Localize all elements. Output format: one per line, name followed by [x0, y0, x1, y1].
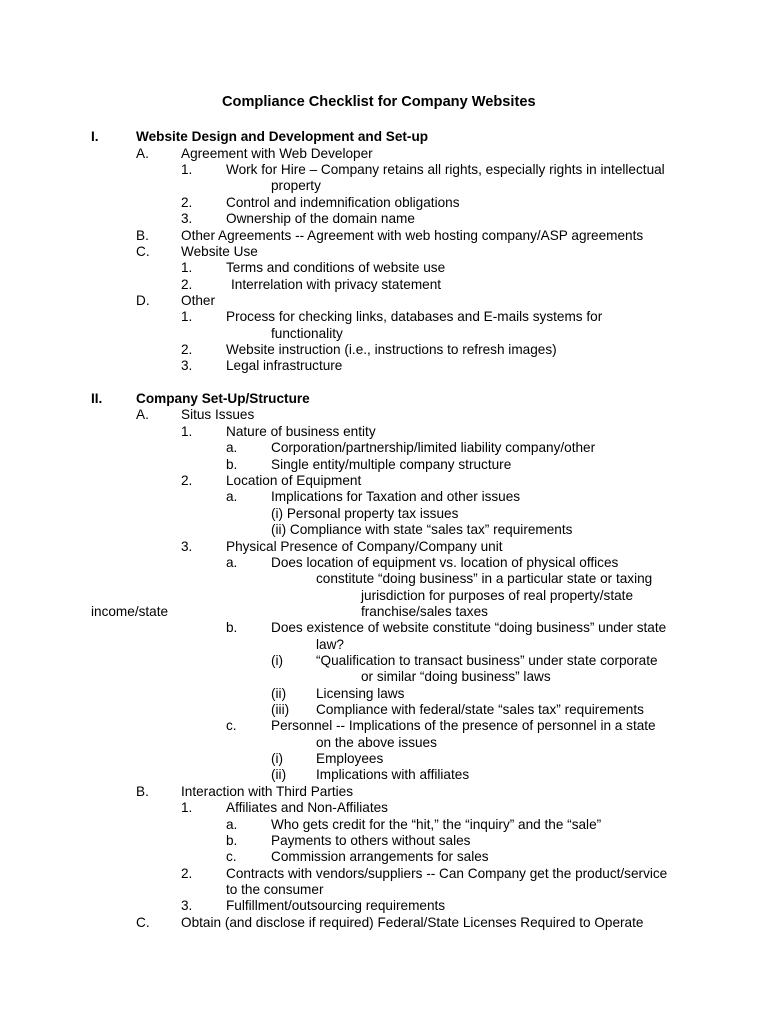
outline-letter: a. — [226, 440, 238, 455]
outline-number: 2. — [181, 277, 193, 292]
outline-number: 2. — [181, 866, 193, 881]
outline-letter: A. — [136, 146, 149, 161]
outline-text: Obtain (and disclose if required) Federal/State Licenses Required to Operate — [181, 915, 644, 930]
outline-text: Location of Equipment — [226, 473, 362, 488]
outline-text: Work for Hire – Company retains all rights, especially rights in intellectual — [226, 162, 665, 177]
outline-text: Contracts with vendors/suppliers -- Can Company get the product/service — [226, 866, 668, 881]
outline-text: Affiliates and Non-Affiliates — [226, 800, 388, 815]
outline-letter: C. — [136, 244, 150, 259]
outline-text: Situs Issues — [181, 407, 255, 422]
outline-text: Employees — [316, 751, 384, 766]
outline-letter: c. — [226, 849, 237, 864]
outline-letter: C. — [136, 915, 150, 930]
outline-number: 3. — [181, 898, 193, 913]
outline-text: Website Use — [181, 244, 258, 259]
outline-letter: a. — [226, 555, 238, 570]
outline-letter: a. — [226, 817, 238, 832]
outline-text: Who gets credit for the “hit,” the “inquiry” and the “sale” — [271, 817, 602, 832]
outline-text: Control and indemnification obligations — [226, 195, 460, 210]
outline-text: Agreement with Web Developer — [181, 146, 373, 161]
outline-text-continued: constitute “doing business” in a particular state or taxing — [316, 571, 653, 586]
outline-text-continued: or similar “doing business” laws — [361, 669, 551, 684]
outline-text: Does existence of website constitute “doing business” under state — [271, 620, 667, 635]
outline-text: Implications for Taxation and other issues — [271, 489, 521, 504]
outline-text: Nature of business entity — [226, 424, 376, 439]
outline-text: Terms and conditions of website use — [226, 260, 446, 275]
outline-number: 3. — [181, 539, 193, 554]
outline-letter: c. — [226, 718, 237, 733]
outline-number: 3. — [181, 211, 193, 226]
outline-letter: B. — [136, 228, 149, 243]
outline-text: Interrelation with privacy statement — [231, 277, 442, 292]
outline-number: 2. — [181, 473, 193, 488]
outline-text: Other — [181, 293, 215, 308]
outline-text-continued: franchise/sales taxes — [361, 604, 488, 619]
outline-text: Personnel -- Implications of the presence of personnel in a state — [271, 718, 656, 733]
outline-letter: A. — [136, 407, 149, 422]
outline-letter: B. — [136, 784, 149, 799]
outline-number: 1. — [181, 424, 193, 439]
outline-text-continued: law? — [316, 637, 344, 652]
outline-letter: b. — [226, 620, 238, 635]
outline-number: 1. — [181, 162, 193, 177]
outline-text: Physical Presence of Company/Company unit — [226, 539, 503, 554]
outline-roman: (i) — [271, 653, 284, 668]
outline-text: Website instruction (i.e., instructions to refresh images) — [226, 342, 557, 357]
section-1-number: I. — [91, 129, 99, 144]
outline-number: 1. — [181, 309, 193, 324]
outline-text: Payments to others without sales — [271, 833, 471, 848]
outline-text: Ownership of the domain name — [226, 211, 415, 226]
outline-text: Corporation/partnership/limited liability company/other — [271, 440, 596, 455]
outline-text: Process for checking links, databases and E-mails systems for — [226, 309, 603, 324]
section-1-heading: Website Design and Development and Set-up — [136, 129, 429, 144]
outline-letter: D. — [136, 293, 150, 308]
outline-text-continued: functionality — [271, 326, 343, 341]
outline-text-continued: jurisdiction for purposes of real property/state — [361, 588, 634, 603]
outline-text-continued: income/state — [91, 604, 169, 619]
section-2-heading: Company Set-Up/Structure — [136, 391, 310, 406]
outline-text: Fulfillment/outsourcing requirements — [226, 898, 446, 913]
outline-text: Single entity/multiple company structure — [271, 457, 512, 472]
outline-roman: (iii) — [271, 702, 290, 717]
outline-letter: a. — [226, 489, 238, 504]
outline-roman: (ii) — [271, 686, 287, 701]
outline-letter: b. — [226, 457, 238, 472]
outline-text: “Qualification to transact business” under state corporate — [316, 653, 658, 668]
outline-text: Legal infrastructure — [226, 358, 343, 373]
outline-roman: (ii) — [271, 767, 287, 782]
outline-text-continued: on the above issues — [316, 735, 437, 750]
outline-number: 1. — [181, 260, 193, 275]
outline-text-continued: property — [271, 178, 321, 193]
outline-subitem: (i) Personal property tax issues — [271, 506, 459, 521]
outline-text: Licensing laws — [316, 686, 405, 701]
page-title: Compliance Checklist for Company Websites — [222, 94, 536, 110]
outline-text: Other Agreements -- Agreement with web hosting company/ASP agreements — [181, 228, 644, 243]
outline-subitem: (ii) Compliance with state “sales tax” requirements — [271, 522, 573, 537]
outline-number: 1. — [181, 800, 193, 815]
outline-text: Compliance with federal/state “sales tax” requirements — [316, 702, 644, 717]
outline-number: 2. — [181, 195, 193, 210]
outline-number: 3. — [181, 358, 193, 373]
outline-text: Does location of equipment vs. location of physical offices — [271, 555, 619, 570]
outline-letter: b. — [226, 833, 238, 848]
outline-text: Commission arrangements for sales — [271, 849, 489, 864]
outline-number: 2. — [181, 342, 193, 357]
outline-text: Interaction with Third Parties — [181, 784, 354, 799]
outline-roman: (i) — [271, 751, 284, 766]
outline-text: Implications with affiliates — [316, 767, 470, 782]
section-2-number: II. — [91, 391, 103, 406]
outline-text-continued: to the consumer — [226, 882, 324, 897]
